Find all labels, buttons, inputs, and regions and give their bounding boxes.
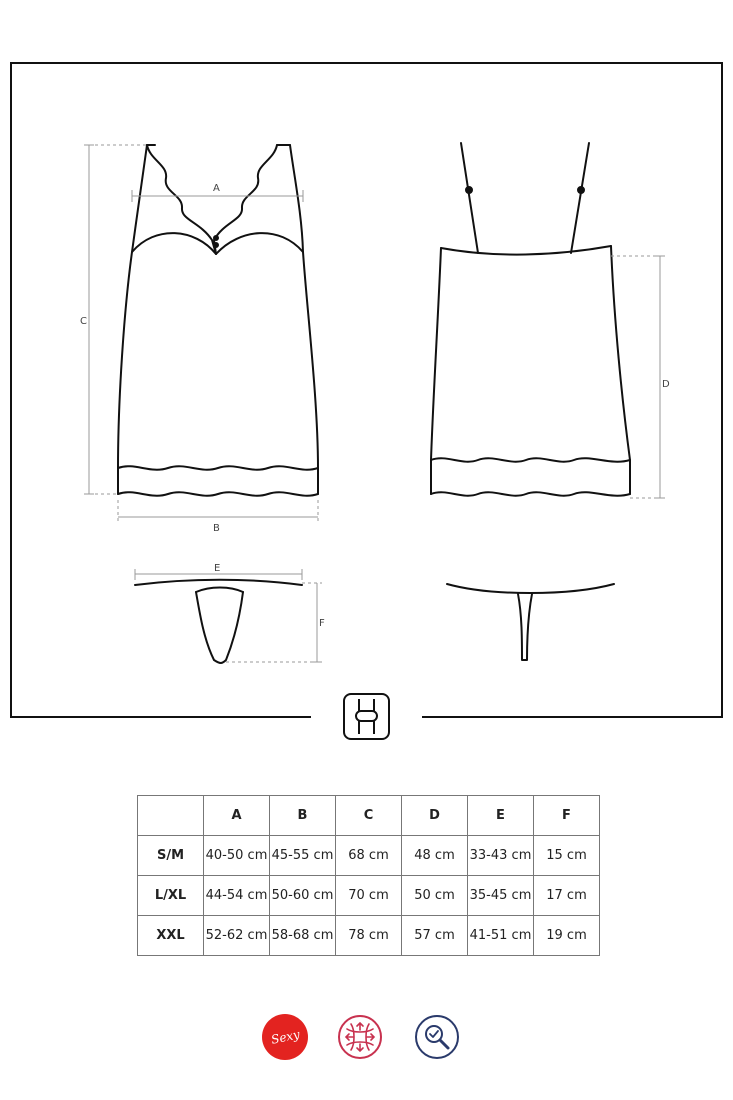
table-cell: 78 cm: [336, 916, 402, 956]
column-header: D: [402, 796, 468, 836]
column-header: E: [468, 796, 534, 836]
column-header: C: [336, 796, 402, 836]
size-table: [137, 795, 600, 956]
size-label: L/XL: [138, 876, 204, 916]
table-cell: 68 cm: [336, 836, 402, 876]
table-row: [138, 836, 600, 876]
column-header: B: [270, 796, 336, 836]
chemise-back: [431, 143, 630, 496]
label-c: C: [80, 316, 87, 327]
label-b: B: [213, 523, 220, 534]
column-header: F: [534, 796, 600, 836]
table-row: [138, 916, 600, 956]
table-cell: 35-45 cm: [468, 876, 534, 916]
size-label: S/M: [138, 836, 204, 876]
table-cell: 19 cm: [534, 916, 600, 956]
table-cell: 17 cm: [534, 876, 600, 916]
label-d: D: [662, 379, 670, 390]
sexy-badge-label: Sexy: [269, 1027, 301, 1047]
diagram-frame: [11, 63, 722, 717]
magnifier-check-icon: [414, 1014, 460, 1060]
label-f: F: [319, 618, 325, 629]
table-cell: 58-68 cm: [270, 916, 336, 956]
sexy-badge: [262, 1014, 308, 1060]
table-cell: 50-60 cm: [270, 876, 336, 916]
size-label: XXL: [138, 916, 204, 956]
table-cell: 40-50 cm: [204, 836, 270, 876]
table-cell: 48 cm: [402, 836, 468, 876]
stretch-arrows-icon: [337, 1014, 383, 1060]
thong-back: [447, 584, 614, 660]
thong-front: [135, 580, 302, 663]
chemise-front: [118, 145, 318, 496]
table-cell: 15 cm: [534, 836, 600, 876]
table-corner-cell: [138, 796, 204, 836]
table-cell: 44-54 cm: [204, 876, 270, 916]
table-cell: 41-51 cm: [468, 916, 534, 956]
table-cell: 57 cm: [402, 916, 468, 956]
table-cell: 45-55 cm: [270, 836, 336, 876]
table-cell: 33-43 cm: [468, 836, 534, 876]
table-header-row: [138, 796, 600, 836]
measurement-lines: [84, 145, 665, 662]
closure-icon: [344, 694, 389, 739]
column-header: A: [204, 796, 270, 836]
table-cell: 70 cm: [336, 876, 402, 916]
label-e: E: [214, 563, 221, 574]
label-a: A: [213, 183, 220, 194]
table-cell: 50 cm: [402, 876, 468, 916]
table-cell: 52-62 cm: [204, 916, 270, 956]
table-row: [138, 876, 600, 916]
